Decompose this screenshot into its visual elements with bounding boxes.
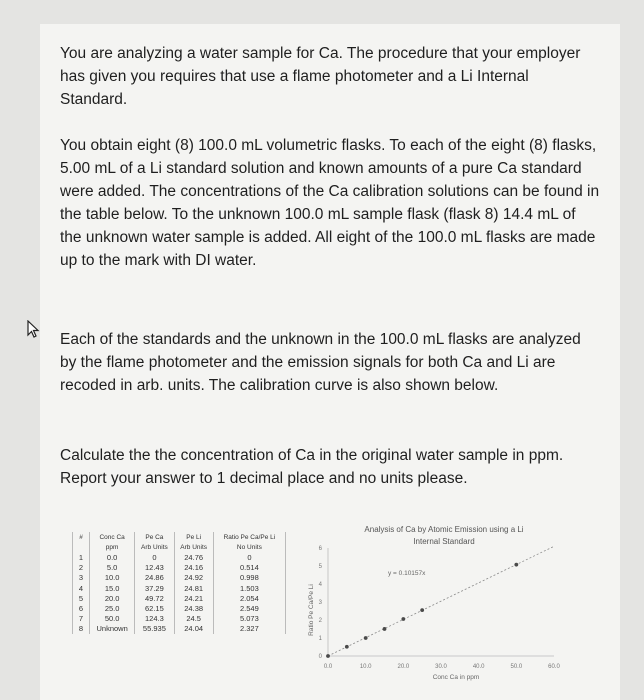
table-header-cell (73, 542, 90, 552)
data-point (514, 563, 518, 567)
table-cell: 0 (213, 552, 285, 562)
y-tick-label: 0 (318, 654, 322, 660)
table-row (73, 583, 286, 593)
data-point (345, 645, 349, 649)
table-header-cell: ppm (90, 542, 135, 552)
data-point (401, 617, 405, 621)
table-cell: 2.549 (213, 603, 285, 613)
table-cell: 2 (73, 563, 90, 573)
chart-title-line2: Internal Standard (413, 537, 475, 546)
table-body (73, 552, 286, 634)
table-cell: 20.0 (90, 593, 135, 603)
table-header-cell: Pe Li (174, 532, 213, 542)
table-header-cell: Ratio Pe Ca/Pe Li (213, 532, 285, 542)
table-header-cell: Conc Ca (90, 532, 135, 542)
table-row (73, 593, 286, 603)
table-header-cell: Arb Units (135, 542, 174, 552)
mouse-pointer-icon (27, 320, 41, 338)
table-cell: 24.38 (174, 603, 213, 613)
table-cell: 37.29 (135, 583, 174, 593)
chart-marks (326, 546, 554, 658)
table-cell: 0 (135, 552, 174, 562)
table-cell: 24.16 (174, 563, 213, 573)
table-cell: 62.15 (135, 603, 174, 613)
table-cell: 24.81 (174, 583, 213, 593)
table-cell: 24.86 (135, 573, 174, 583)
table-cell: 12.43 (135, 563, 174, 573)
table-row (73, 624, 286, 634)
y-tick-label: 2 (318, 618, 322, 624)
table-cell: Unknown (90, 624, 135, 634)
intro-paragraph: You are analyzing a water sample for Ca. The procedure that your employer has given you requires that use a flame photometer and a Li Internal Standard. (60, 45, 581, 108)
table-cell: 49.72 (135, 593, 174, 603)
table-cell: 7 (73, 614, 90, 624)
table-cell: 15.0 (90, 583, 135, 593)
table-cell: 1.503 (213, 583, 285, 593)
calibration-chart (306, 518, 564, 698)
table-header-cell: Pe Ca (135, 532, 174, 542)
analysis-paragraph: Each of the standards and the unknown in the 100.0 mL flasks are analyzed by the flame photometer and the emission signals for both Ca and Li are recoded in arb. units. The calibration curve is also shown below. (60, 331, 581, 394)
table-cell: 24.76 (174, 552, 213, 562)
table-row (73, 552, 286, 562)
table-cell: 5.0 (90, 563, 135, 573)
x-tick-label: 20.0 (397, 664, 410, 670)
x-tick-label: 50.0 (510, 664, 523, 670)
table-row (73, 603, 286, 613)
table-cell: 25.0 (90, 603, 135, 613)
x-tick-label: 30.0 (435, 664, 447, 670)
table-cell: 124.3 (135, 614, 174, 624)
table-cell: 24.21 (174, 593, 213, 603)
table-row (73, 614, 286, 624)
table-cell: 5.073 (213, 614, 285, 624)
data-point (326, 654, 330, 658)
table-header-row (73, 532, 286, 542)
table-cell: 8 (73, 624, 90, 634)
trendline-equation: y = 0.10157x (388, 570, 426, 577)
table-cell: 2.327 (213, 624, 285, 634)
x-tick-label: 10.0 (359, 664, 372, 670)
table-header-cell: # (73, 532, 90, 542)
table-cell: 0.514 (213, 563, 285, 573)
y-tick-label: 4 (318, 582, 322, 588)
table-cell: 1 (73, 552, 90, 562)
y-tick-label: 3 (318, 600, 322, 606)
table-cell: 24.5 (174, 614, 213, 624)
x-axis-label: Conc Ca in ppm (432, 674, 480, 681)
table-cell: 4 (73, 583, 90, 593)
chart-axes (319, 546, 561, 670)
question-prompt: Calculate the the concentration of Ca in the original water sample in ppm. Report your answer to 1 decimal place and no units please. (60, 447, 564, 487)
table-units-row (73, 542, 286, 552)
table-cell: 55.935 (135, 624, 174, 634)
x-tick-label: 60.0 (548, 664, 560, 670)
procedure-paragraph: You obtain eight (8) 100.0 mL volumetric flasks. To each of the eight (8) flasks, 5.00 mL of a Li standard solution and known amounts of a pure Ca standard were added. The concentrations of the Ca calibration solutions can be found in the table below. To the unknown 100.0 mL sample flask (flask 8) 14.4 mL of the unknown water sample is added. All eight of the 100.0 mL flasks are made up to the mark with DI water. (60, 137, 600, 269)
y-axis-label: Ratio Pe Ca/Pe Li (308, 584, 315, 636)
chart-title-line1: Analysis of Ca by Atomic Emission using a Li (364, 525, 524, 534)
table-cell: 0.998 (213, 573, 285, 583)
table-cell: 24.92 (174, 573, 213, 583)
table-row (73, 573, 286, 583)
x-tick-label: 40.0 (472, 664, 485, 670)
trendline (328, 546, 554, 656)
table-cell: 24.04 (174, 624, 213, 634)
table-row (73, 563, 286, 573)
table-cell: 0.0 (90, 552, 135, 562)
table-cell: 10.0 (90, 573, 135, 583)
table-cell: 6 (73, 603, 90, 613)
table-cell: 3 (73, 573, 90, 583)
data-point (383, 627, 387, 631)
y-tick-label: 6 (318, 546, 322, 552)
y-tick-label: 1 (318, 636, 322, 642)
table-header-cell: Arb Units (174, 542, 213, 552)
table-header-cell: No Units (213, 542, 285, 552)
x-tick-label: 0.0 (323, 664, 333, 670)
data-point (364, 636, 368, 640)
data-point (420, 608, 424, 612)
calibration-table (72, 532, 286, 634)
table-cell: 5 (73, 593, 90, 603)
y-tick-label: 5 (318, 564, 322, 570)
table-cell: 2.054 (213, 593, 285, 603)
table-cell: 50.0 (90, 614, 135, 624)
